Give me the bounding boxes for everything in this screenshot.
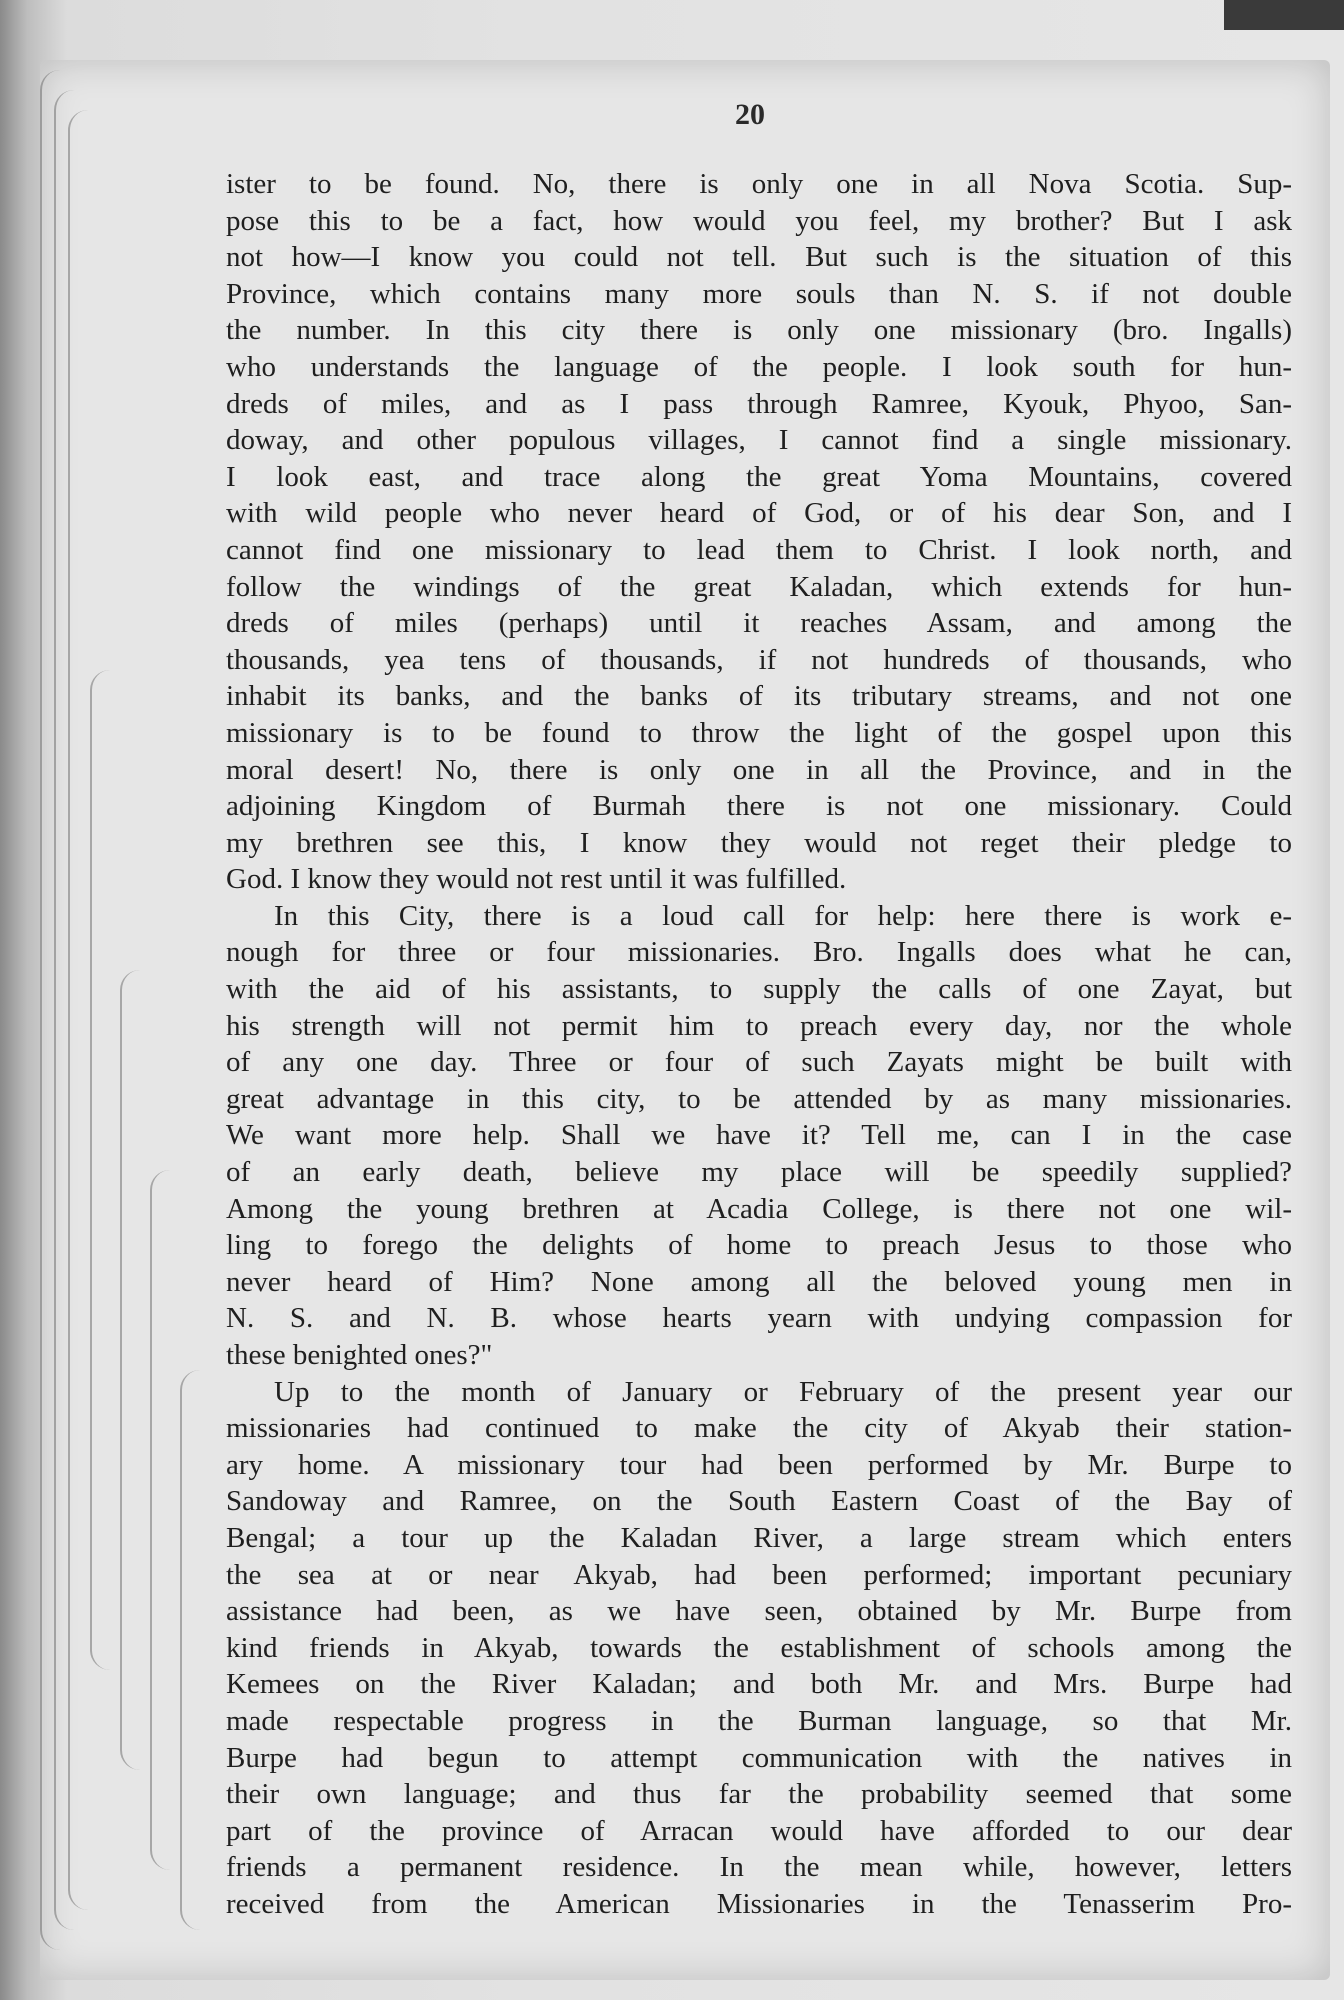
body-text xyxy=(226,166,1292,1923)
text-line: their own language; and thus far the probability seemed that some xyxy=(226,1778,1292,1811)
text-line: with the aid of his assistants, to supply the calls of one Zayat, but xyxy=(226,973,1292,1006)
text-line: Burpe had begun to attempt communication with the natives in xyxy=(226,1741,1292,1774)
text-line: missionaries had continued to make the city of Akyab their station- xyxy=(226,1412,1292,1445)
text-line: nough for three or four missionaries. Bro. Ingalls does what he can, xyxy=(226,936,1292,969)
text-line: pose this to be a fact, how would you feel, my brother? But I ask xyxy=(226,204,1292,237)
text-line: inhabit its banks, and the banks of its tributary streams, and not one xyxy=(226,680,1292,713)
text-line: Sandoway and Ramree, on the South Eastern Coast of the Bay of xyxy=(226,1485,1292,1518)
text-line: assistance had been, as we have seen, obtained by Mr. Burpe from xyxy=(226,1595,1292,1628)
text-line: God. I know they would not rest until it was fulfilled. xyxy=(226,863,847,896)
text-line: dreds of miles, and as I pass through Ramree, Kyouk, Phyoo, San- xyxy=(226,387,1292,420)
text-line: part of the province of Arracan would have afforded to our dear xyxy=(226,1814,1292,1847)
text-line: ary home. A missionary tour had been performed by Mr. Burpe to xyxy=(226,1448,1292,1481)
text-line: my brethren see this, I know they would not reget their pledge to xyxy=(226,826,1292,859)
text-line: I look east, and trace along the great Yoma Mountains, covered xyxy=(226,460,1292,493)
text-line: the number. In this city there is only one missionary (bro. Ingalls) xyxy=(226,314,1292,347)
text-line: follow the windings of the great Kaladan, which extends for hun- xyxy=(226,570,1292,603)
text-line: N. S. and N. B. whose hearts yearn with undying compassion for xyxy=(226,1302,1292,1335)
text-line: thousands, yea tens of thousands, if not hundreds of thousands, who xyxy=(226,643,1292,676)
text-line: made respectable progress in the Burman language, so that Mr. xyxy=(226,1704,1292,1737)
text-line: In this City, there is a loud call for help: here there is work e- xyxy=(274,899,1292,932)
text-line: who understands the language of the people. I look south for hun- xyxy=(226,350,1292,383)
text-line: cannot find one missionary to lead them to Christ. I look north, and xyxy=(226,533,1292,566)
text-line: never heard of Him? None among all the beloved young men in xyxy=(226,1265,1292,1298)
text-line: dreds of miles (perhaps) until it reaches Assam, and among the xyxy=(226,607,1292,640)
text-line: with wild people who never heard of God, or of his dear Son, and I xyxy=(226,497,1292,530)
text-line: adjoining Kingdom of Burmah there is not one missionary. Could xyxy=(226,790,1292,823)
page-number: 20 xyxy=(735,98,765,131)
text-line: Bengal; a tour up the Kaladan River, a large stream which enters xyxy=(226,1521,1292,1554)
text-line: Kemees on the River Kaladan; and both Mr. and Mrs. Burpe had xyxy=(226,1668,1292,1701)
text-line: Up to the month of January or February of the present year our xyxy=(274,1375,1292,1408)
text-line: Among the young brethren at Acadia College, is there not one wil- xyxy=(226,1192,1292,1225)
scan-corner xyxy=(1224,0,1344,30)
text-line: ling to forego the delights of home to preach Jesus to those who xyxy=(226,1229,1292,1262)
text-line: doway, and other populous villages, I cannot find a single missionary. xyxy=(226,424,1292,457)
text-line: received from the American Missionaries in the Tenasserim Pro- xyxy=(226,1887,1292,1920)
text-line: missionary is to be found to throw the light of the gospel upon this xyxy=(226,716,1292,749)
text-line: Province, which contains many more souls than N. S. if not double xyxy=(226,277,1292,310)
text-line: these benighted ones?" xyxy=(226,1339,493,1371)
text-line: of any one day. Three or four of such Zayats might be built with xyxy=(226,1046,1292,1079)
text-line: the sea at or near Akyab, had been performed; important pecuniary xyxy=(226,1558,1292,1591)
text-line: We want more help. Shall we have it? Tell me, can I in the case xyxy=(226,1119,1292,1152)
text-line: ister to be found. No, there is only one in all Nova Scotia. Sup- xyxy=(226,168,1292,200)
text-line: moral desert! No, there is only one in all the Province, and in the xyxy=(226,753,1292,786)
text-line: not how—I know you could not tell. But such is the situation of this xyxy=(226,241,1292,274)
text-line: great advantage in this city, to be attended by as many missionaries. xyxy=(226,1082,1292,1115)
text-line: his strength will not permit him to preach every day, nor the whole xyxy=(226,1009,1292,1042)
text-line: kind friends in Akyab, towards the establishment of schools among the xyxy=(226,1631,1292,1664)
text-line: friends a permanent residence. In the mean while, however, letters xyxy=(226,1851,1292,1884)
text-line: of an early death, believe my place will be speedily supplied? xyxy=(226,1156,1292,1189)
